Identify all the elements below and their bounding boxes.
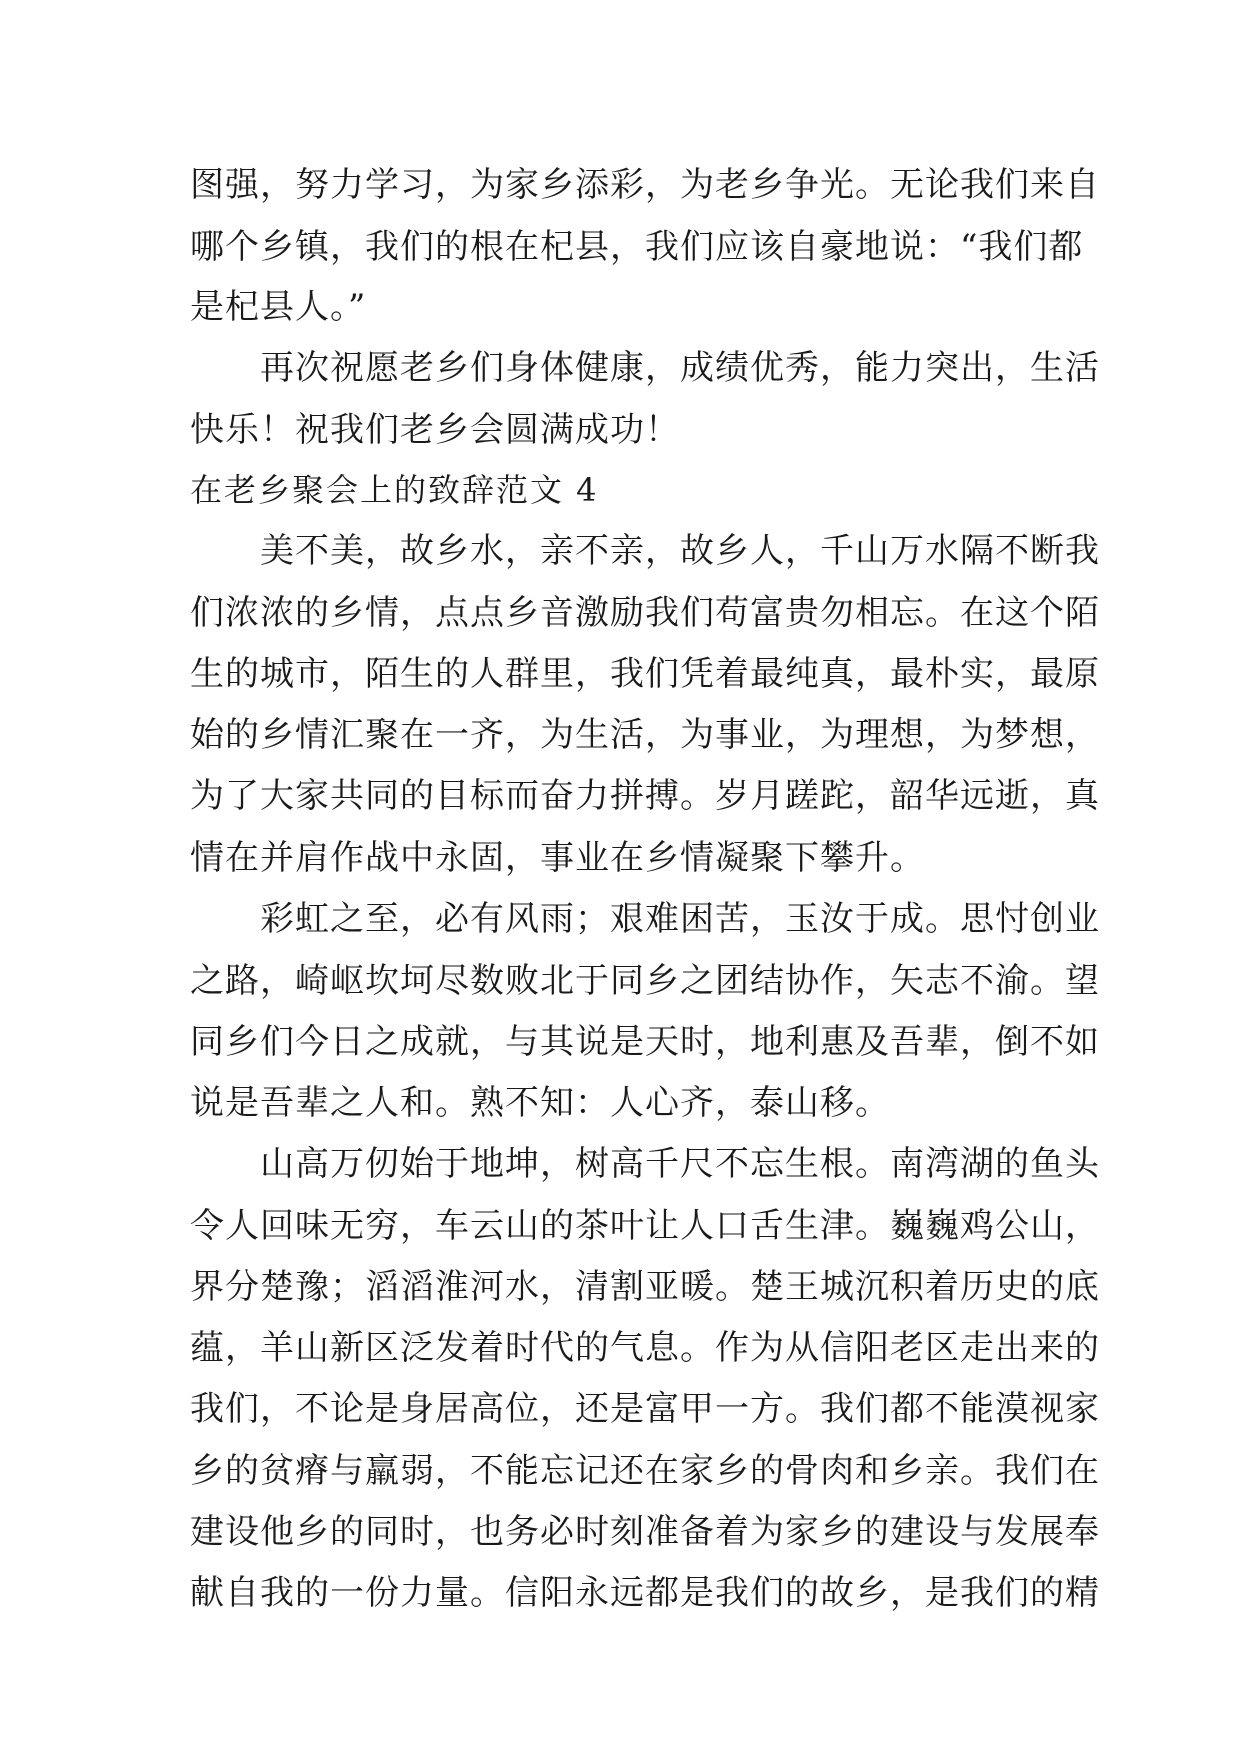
text-line: 是杞县人。”: [190, 287, 367, 327]
text-line: 生的城市，陌生的人群里，我们凭着最纯真，最朴实，最原: [190, 654, 1100, 694]
text-line: 之路，崎岖坎坷尽数败北于同乡之团结协作，矢志不渝。望: [190, 961, 1100, 1001]
text-line: 山高万仞始于地坤，树高千尺不忘生根。南湾湖的鱼头: [190, 1144, 1100, 1184]
text-line: 说是吾辈之人和。熟不知：人心齐，泰山移。: [190, 1083, 890, 1123]
text-line: 同乡们今日之成就，与其说是天时，地利惠及吾辈，倒不如: [190, 1022, 1100, 1062]
section-heading: 在老乡聚会上的致辞范文 4: [190, 471, 599, 509]
text-line: 始的乡情汇聚在一齐，为生活，为事业，为理想，为梦想，: [190, 715, 1100, 755]
text-line: 为了大家共同的目标而奋力拼搏。岁月蹉跎，韶华远逝，真: [190, 776, 1100, 816]
text-line: 图强，努力学习，为家乡添彩，为老乡争光。无论我们来自: [190, 165, 1100, 205]
text-line: 快乐！祝我们老乡会圆满成功！: [190, 410, 680, 450]
text-line: 界分楚豫；滔滔淮河水，清割亚暖。楚王城沉积着历史的底: [190, 1267, 1100, 1307]
text-line: 乡的贫瘠与羸弱，不能忘记还在家乡的骨肉和乡亲。我们在: [190, 1451, 1100, 1491]
text-line: 们浓浓的乡情，点点乡音激励我们苟富贵勿相忘。在这个陌: [190, 593, 1100, 633]
text-line: 哪个乡镇，我们的根在杞县，我们应该自豪地说：“我们都: [190, 227, 1084, 267]
text-line: 令人回味无穷，车云山的茶叶让人口舌生津。巍巍鸡公山，: [190, 1206, 1100, 1246]
text-line: 再次祝愿老乡们身体健康，成绩优秀，能力突出，生活: [190, 348, 1100, 388]
text-line: 献自我的一份力量。信阳永远都是我们的故乡，是我们的精: [190, 1573, 1100, 1613]
text-line: 美不美，故乡水，亲不亲，故乡人，千山万水隔不断我: [190, 531, 1100, 571]
text-line: 情在并肩作战中永固，事业在乡情凝聚下攀升。: [190, 838, 925, 878]
text-line: 我们，不论是身居高位，还是富甲一方。我们都不能漠视家: [190, 1389, 1100, 1429]
text-line: 彩虹之至，必有风雨；艰难困苦，玉汝于成。思忖创业: [190, 899, 1100, 939]
text-line: 建设他乡的同时，也务必时刻准备着为家乡的建设与发展奉: [190, 1512, 1100, 1552]
text-line: 蕴，羊山新区泛发着时代的气息。作为从信阳老区走出来的: [190, 1328, 1100, 1368]
